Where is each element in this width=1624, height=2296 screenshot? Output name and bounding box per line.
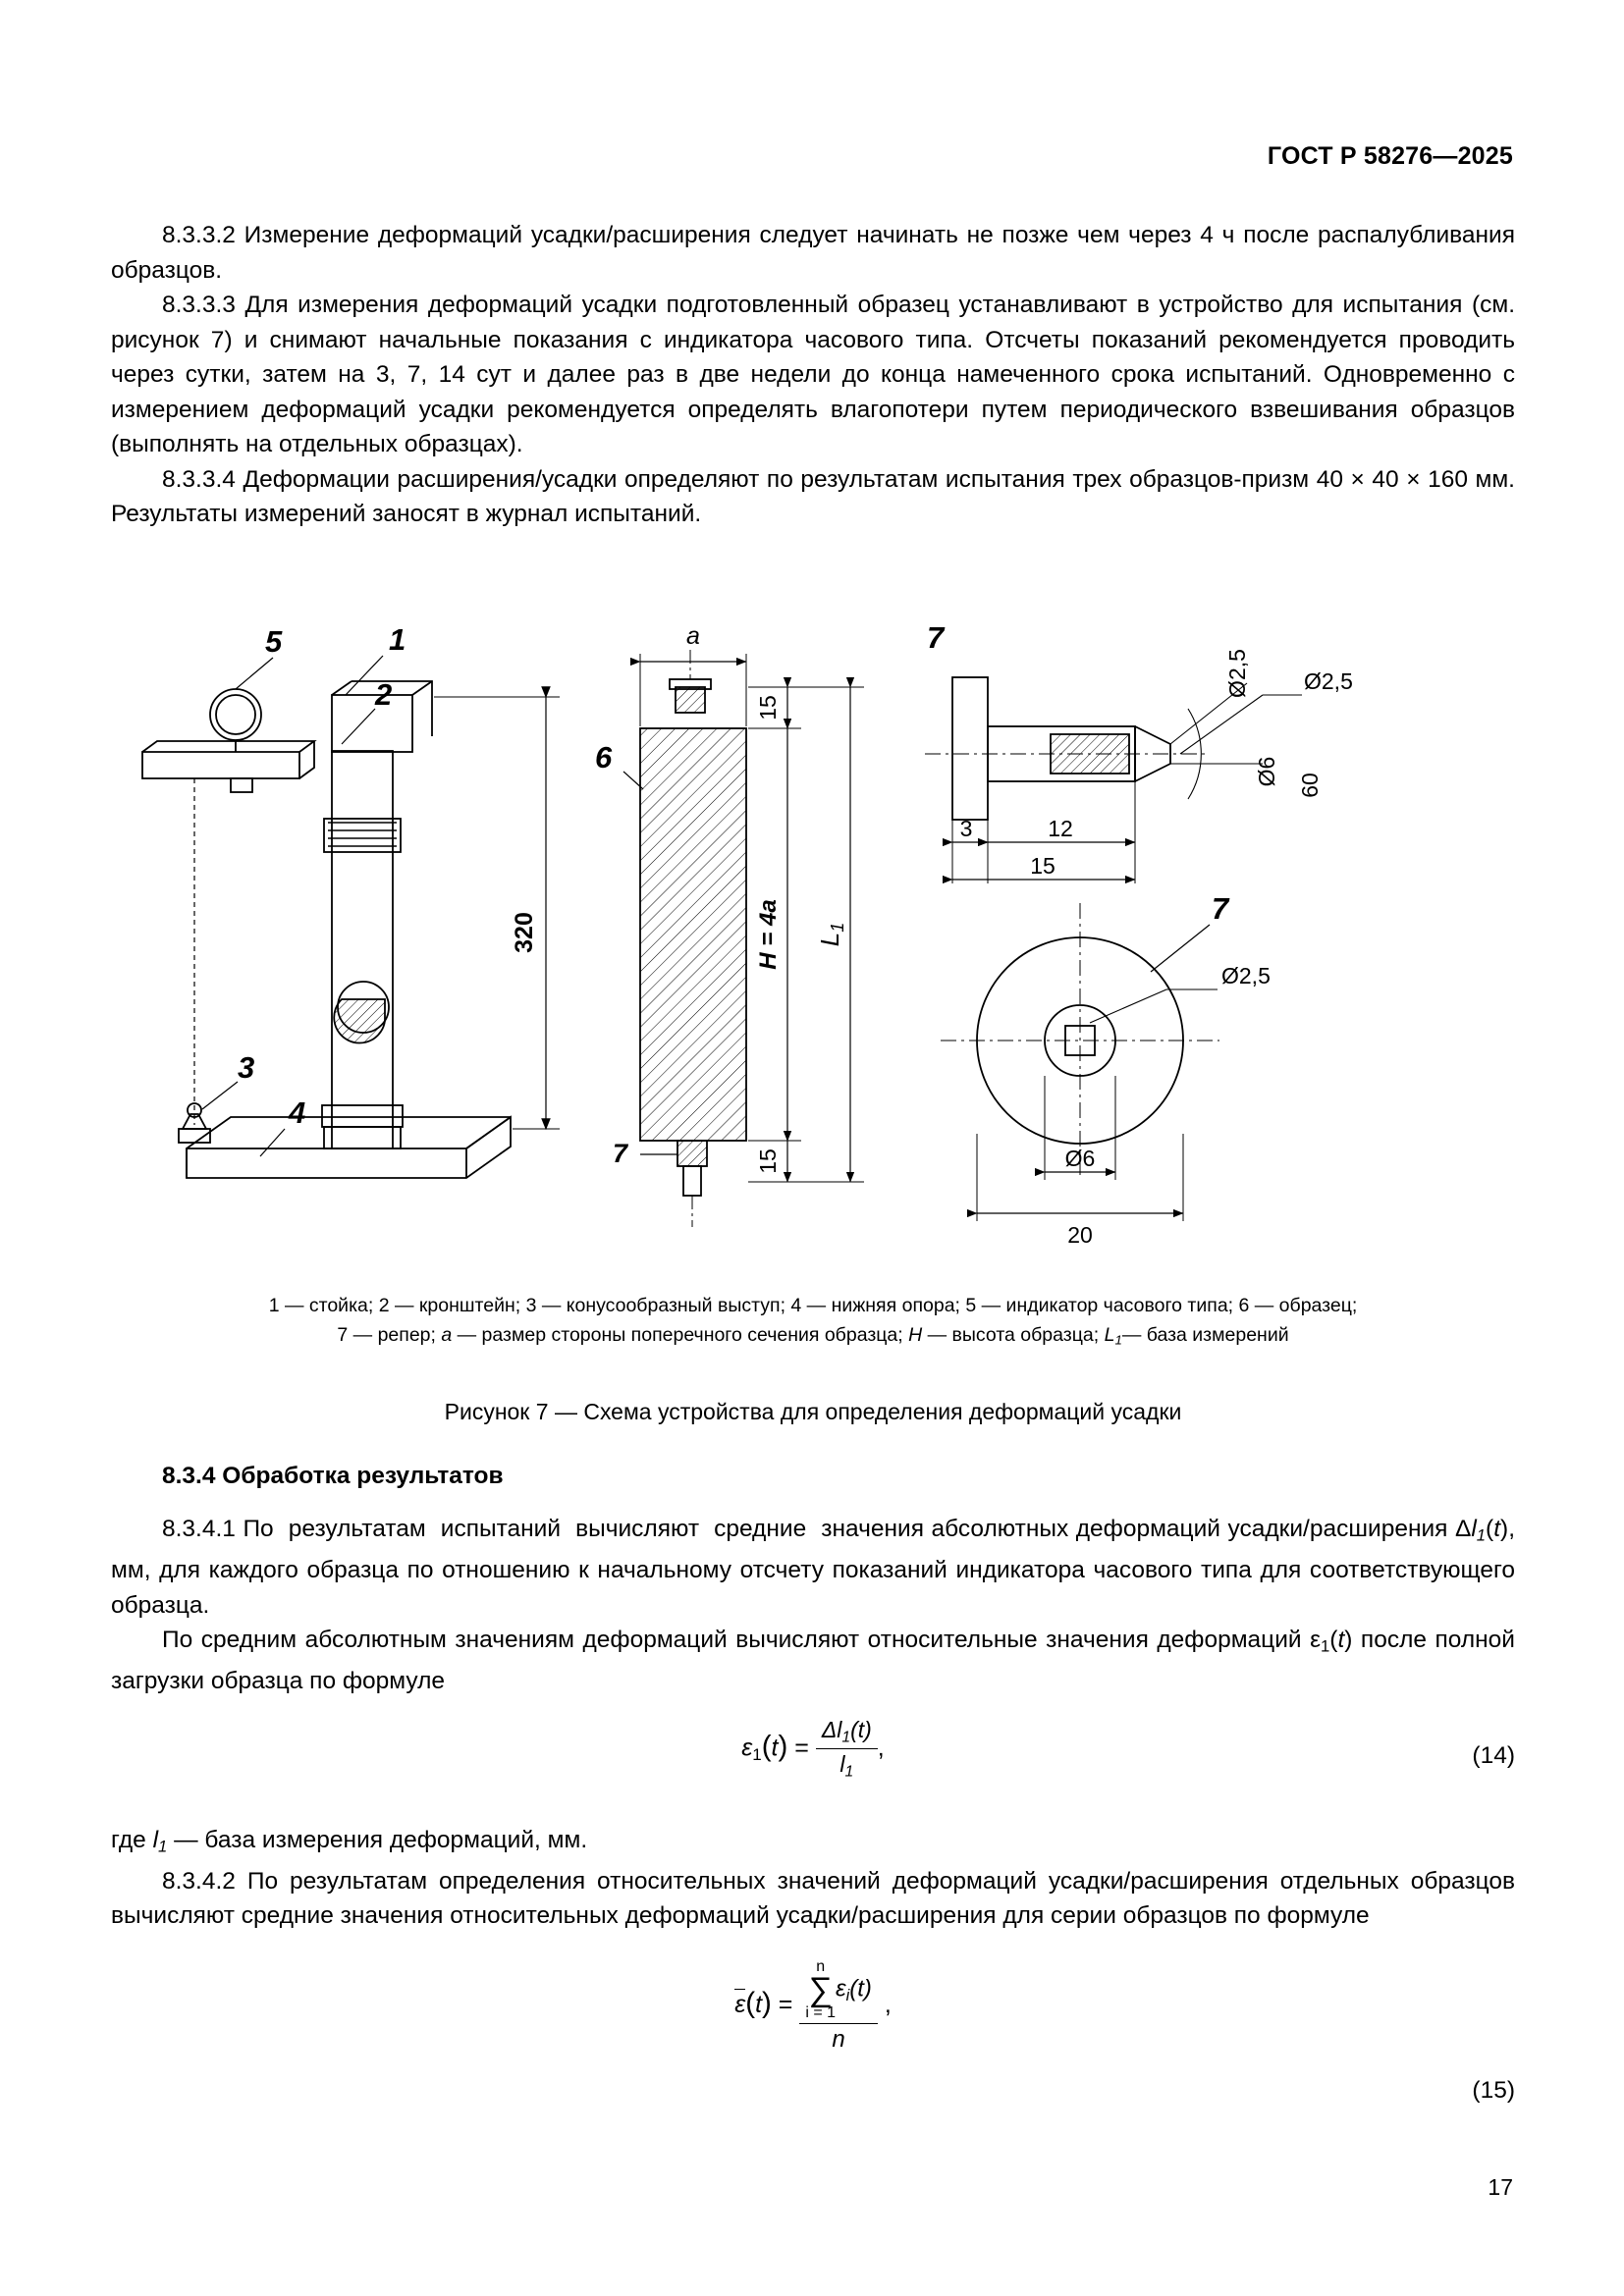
- dim-circle-d25: Ø2,5: [1221, 963, 1271, 988]
- paragraph-relative-intro: По средним абсолютным значениям деформаций вычисляют относительные значения деформаций $\varepsilon_1(t)$ после полной загрузки образца по формуле: [111, 1627, 1515, 1695]
- callout-1: 1: [389, 622, 406, 657]
- dim-15-bottom: 15: [755, 1148, 781, 1174]
- sigma-icon: ∑: [808, 1970, 833, 2008]
- formula-14-lhs-sub: 1: [752, 1745, 762, 1765]
- dim-d6: Ø6: [1254, 756, 1279, 787]
- legend-symbol-H: H: [908, 1324, 923, 1346]
- figure-legend: [111, 1291, 1515, 1356]
- dim-3: 3: [959, 816, 973, 841]
- legend-symbol-L: L: [1104, 1324, 1115, 1346]
- callout-7-top: 7: [927, 620, 945, 655]
- formula-15-arg: t: [755, 1991, 763, 2019]
- formula-14-num: Δl: [821, 1716, 842, 1742]
- formula-15-lhs: ε: [734, 1991, 746, 2019]
- formula-14-comma: ,: [877, 1734, 885, 1762]
- paragraph-where-l1: где $l_1$ — база измерения деформаций, мм.: [111, 1826, 588, 1856]
- figure-7-drawing: [88, 579, 1532, 1286]
- figure-legend-line-1: 1 — стойка; 2 — кронштейн; 3 — конусообразный выступ; 4 — нижняя опора; 5 — индикатор часового типа; 6 — образец;: [268, 1295, 1358, 1316]
- section-heading-8-3-4: 8.3.4 Обработка результатов: [162, 1463, 504, 1489]
- paragraph-8-3-3-2: 8.3.3.2 Измерение деформаций усадки/расширения следует начинать не позже чем через 4 ч после распалубливания образцов.: [111, 222, 1515, 284]
- formula-15-body: ε: [836, 1975, 846, 2002]
- formula-15-sum-bot: i = 1: [805, 2003, 837, 2021]
- formula-15-body-arg: (t): [849, 1975, 872, 2002]
- formula-14-num-sub: 1: [841, 1729, 851, 1746]
- dim-15: 15: [1030, 853, 1056, 879]
- figure-title: Рисунок 7 — Схема устройства для определения деформаций усадки: [444, 1399, 1182, 1424]
- formula-15-den: n: [832, 2025, 845, 2053]
- body-text-bottom: [111, 1512, 1515, 2107]
- formula-15-body-sub: i: [845, 1987, 850, 2005]
- callout-6: 6: [595, 740, 613, 774]
- callout-5: 5: [265, 624, 283, 659]
- dim-angle-60: 60: [1297, 773, 1323, 798]
- formula-15-comma: ,: [884, 1991, 892, 2019]
- callout-7-left: 7: [613, 1139, 628, 1168]
- dim-H-4a: H = 4a: [755, 899, 782, 970]
- formula-14-den-sub: 1: [844, 1763, 854, 1781]
- formula-15-number: (15): [1472, 2076, 1515, 2104]
- formula-14: $\varepsilon_1(t)$ = $\frac{\Delta l_1(t)}{l_1}$ ,: [741, 1716, 885, 1781]
- paragraph-8-3-3-4: 8.3.3.4 Деформации расширения/усадки определяют по результатам испытания трех образцов-призм 40 × 40 × 160 мм. Результаты измерений заносят в журнал испытаний.: [111, 465, 1515, 527]
- legend-part-7: 7 — репер;: [337, 1324, 442, 1346]
- callout-3: 3: [238, 1050, 255, 1085]
- formula-14-num-arg: (t): [850, 1716, 872, 1742]
- formula-14-den: l: [839, 1751, 845, 1778]
- figure-legend-line-2: [111, 1320, 1515, 1356]
- dim-320: 320: [511, 912, 538, 953]
- dim-12: 12: [1048, 816, 1073, 841]
- legend-symbol-a: a: [441, 1324, 453, 1346]
- formula-14-arg: t: [771, 1734, 779, 1762]
- formula-14-fraction: [816, 1717, 878, 1782]
- dim-circle-d6: Ø6: [1064, 1146, 1096, 1171]
- callout-7-circle: 7: [1212, 891, 1229, 926]
- formula-15-sum: [805, 1959, 836, 2021]
- paragraph-8-3-4-1: 8.3.4.1 По результатам испытаний вычисляют средние значения абсолютных деформаций усадки/расширения $\Delta l_1(t)$, мм, для каждого образца по отношению к начальному отсчету показаний индикатора часового типа для соответствующего образца.: [111, 1516, 1515, 1619]
- formula-14-block: [111, 1717, 1515, 1801]
- formula-15-sum-top: n: [816, 1957, 826, 1975]
- body-text-top: [111, 218, 1515, 532]
- paragraph-8-3-4-2: 8.3.4.2 По результатам определения относительных значений деформаций усадки/расширения отдельных образцов вычисляют средние значения относительных деформаций усадки/расширения для серии образцов по формуле: [111, 1867, 1515, 1930]
- formula-15-block: [111, 1959, 1515, 2107]
- dim-a: a: [686, 622, 700, 650]
- figure-7-svg: [88, 579, 1532, 1286]
- dim-15-top: 15: [755, 695, 781, 721]
- legend-symbol-L-sub: 1: [1114, 1332, 1122, 1348]
- dim-d25-a: Ø2,5: [1224, 649, 1250, 698]
- legend-part-a-desc: — размер стороны поперечного сечения образца;: [452, 1324, 909, 1346]
- page-header: ГОСТ Р 58276—2025: [1267, 142, 1513, 170]
- dim-circle-20: 20: [1067, 1222, 1093, 1248]
- callout-2: 2: [375, 677, 393, 712]
- formula-15-fraction: [799, 1959, 878, 2053]
- paragraph-8-3-3-3: 8.3.3.3 Для измерения деформаций усадки подготовленный образец устанавливают в устройство для испытания (см. рисунок 7) и снимают начальные показания с индикатора часового типа. Отсчеты показаний рекомендуется проводить через сутки, затем на 3, 7, 14 сут и далее раз в две недели до конца намеченного срока испытаний. Одновременно с измерением деформаций усадки рекомендуется определять влагопотери путем периодического взвешивания образцов (выполнять на отдельных образцах).: [111, 292, 1515, 457]
- callout-4: 4: [289, 1095, 306, 1130]
- formula-14-number: (14): [1472, 1741, 1515, 1769]
- page-number: 17: [1488, 2174, 1513, 2200]
- legend-part-H-desc: — высота образца;: [922, 1324, 1105, 1346]
- legend-part-L-desc: — база измерений: [1121, 1324, 1289, 1346]
- formula-14-lhs: ε: [741, 1734, 753, 1762]
- formula-15: ε(t) = n ∑ i = 1 $\varepsilon_i(t)$ n ,: [734, 1957, 892, 2053]
- dim-d25-b: Ø2,5: [1304, 668, 1353, 694]
- dim-L1: L1: [815, 922, 847, 947]
